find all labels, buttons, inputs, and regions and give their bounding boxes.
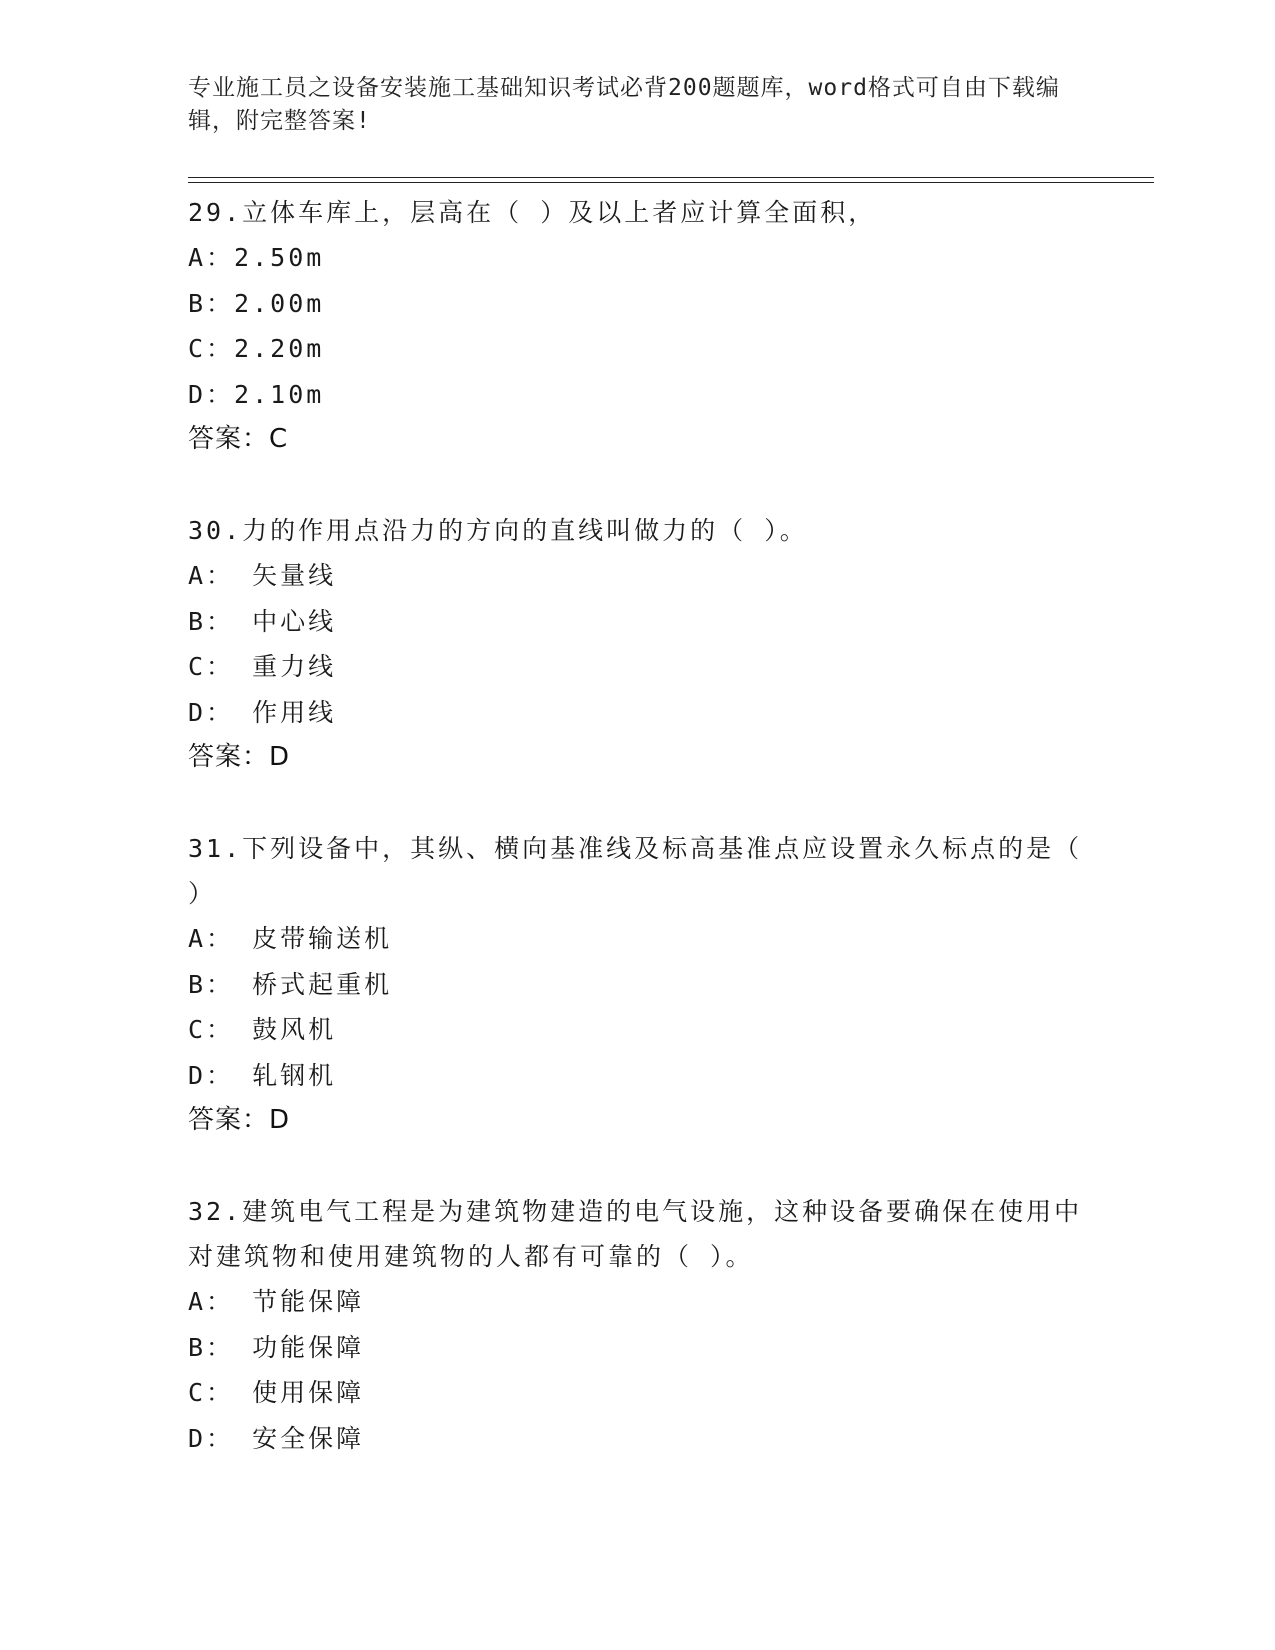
- option-a: A： 皮带输送机: [188, 924, 393, 953]
- option-b: B： 中心线: [188, 606, 337, 636]
- option-d: D： 安全保障: [188, 1423, 365, 1453]
- header-double-rule: [188, 177, 1154, 183]
- question-31: [188, 826, 1088, 1143]
- option-c: C： 使用保障: [188, 1378, 365, 1407]
- answer-line: 答案：C: [188, 424, 289, 454]
- answer-line: 答案：D: [188, 742, 291, 772]
- question-stem: 32.建筑电气工程是为建筑物建造的电气设施，这种设备要确保在使用中对建筑物和使用建筑物的人都有可靠的（ ）。: [188, 1197, 1083, 1271]
- option-c: C： 重力线: [188, 652, 337, 681]
- option-d: D：2.10m: [188, 379, 325, 409]
- question-stem: 29.立体车库上，层高在（ ）及以上者应计算全面积，: [188, 198, 877, 227]
- option-c: C： 鼓风机: [188, 1015, 337, 1044]
- option-b: B： 桥式起重机: [188, 969, 393, 999]
- question-stem: 31.下列设备中，其纵、横向基准线及标高基准点应设置永久标点的是（ ）: [188, 834, 1083, 908]
- option-b: B： 功能保障: [188, 1332, 365, 1362]
- question-32: [188, 1189, 1088, 1461]
- question-29: [188, 190, 1088, 462]
- question-stem: 30.力的作用点沿力的方向的直线叫做力的（ ）。: [188, 516, 808, 545]
- question-list: [188, 190, 1088, 1507]
- option-b: B：2.00m: [188, 288, 325, 318]
- question-30: [188, 508, 1088, 780]
- option-a: A： 节能保障: [188, 1287, 365, 1316]
- option-d: D： 轧钢机: [188, 1060, 337, 1090]
- option-d: D： 作用线: [188, 697, 337, 727]
- option-c: C：2.20m: [188, 334, 325, 363]
- page-header: 专业施工员之设备安装施工基础知识考试必背200题题库，word格式可自由下载编辑，附完整答案!: [188, 75, 1060, 134]
- option-a: A： 矢量线: [188, 561, 337, 590]
- answer-line: 答案：D: [188, 1105, 291, 1135]
- option-a: A：2.50m: [188, 243, 325, 272]
